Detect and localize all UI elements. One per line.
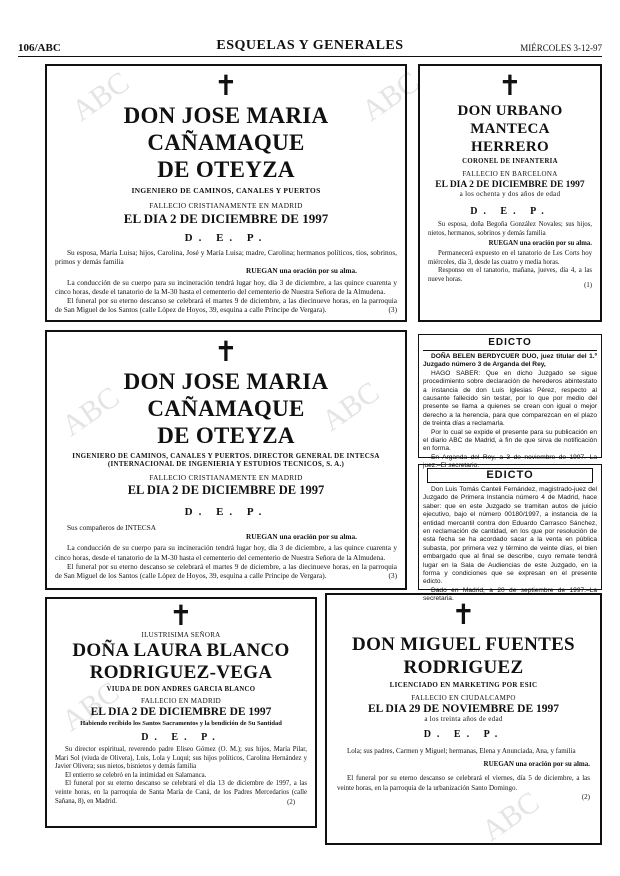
family-text: Lola; sus padres, Carmen y Miguel; hermanas, Elena y Anunciada, Ana, y familia: [347, 747, 576, 755]
header-rule: [18, 56, 602, 57]
page-number: 106/ABC: [18, 42, 61, 54]
prayer-text: RUEGAN una oración por su alma.: [488, 239, 592, 247]
exposition-text: Permanecerá expuesto en el tanatorio de Les Corts hoy miércoles, día 3, desde las cuatro y media horas.: [428, 249, 592, 266]
edict-title: EDICTO: [427, 468, 593, 483]
issue-date: MIÉRCOLES 3-12-97: [520, 43, 602, 53]
death-place: FALLECIO EN CIUDALCAMPO: [411, 694, 516, 702]
deceased-name-line2: RODRIGUEZ: [403, 657, 524, 678]
watermark: ABC: [65, 65, 136, 128]
funeral-text: El funeral por su eterno descanso se celebrará el martes 9 de diciembre, a las diecinueve horas, en la parroquia de San Miguel de los Santos (calle López de Hoyos, 39, esquina a calle Príncipe de Vergara).: [55, 561, 397, 581]
family-text: Su esposa, doña Begoña González Novales; sus hijos, nietos, hermanos, sobrinos y demás familia: [428, 221, 592, 237]
prayer-text: RUEGAN una oración por su alma.: [483, 760, 590, 768]
deceased-title: INGENIERO DE CAMINOS, CANALES Y PUERTOS. DIRECTOR GENERAL DE INTECSA: [72, 452, 380, 460]
cross-icon: ✝: [498, 69, 522, 102]
edict-madrid: [418, 464, 602, 603]
dep: D. E. P.: [184, 506, 268, 518]
funeral-text: El funeral por su eterno descanso se celebrará el viernes, día 5 de diciembre, a las veinte horas, en la parroquia de la urbanización Santo Domingo.: [337, 774, 590, 793]
responso-text: Responso en el tanatorio, mañana, jueves, día 4, a las nueve horas.: [428, 267, 592, 284]
deceased-name-line2: RODRIGUEZ-VEGA: [89, 662, 273, 683]
dep: D. E. P.: [184, 232, 268, 244]
cross-icon: ✝: [169, 599, 193, 632]
prayer-text: RUEGAN una oración por su alma.: [246, 266, 357, 276]
edict-body: HAGO SABER: Que en dicho Juzgado se sigue procedimiento sobre declaración de herederos abintestato a instancia de don Luis Iglesias Pérez, respecto al causante fallecido sin testar, por lo que por medio del presente se llama a quienes se crean con igual o mejor derecho a la herencia, para que comparezcan en el plazo de treinta días a reclamarla.: [423, 369, 597, 428]
reference-number: (2): [287, 799, 295, 807]
family-text: Su director espiritual, reverendo padre Eliseo Gómez (O. M.); sus hijos, María Pilar, Mari Sol (viuda de Olivera), Luis, Lola y Luqui; sus hijos políticos, Carolina Hernández y Javier Olivera; sus nietos, bisnietos y demás familia: [55, 746, 307, 771]
death-place: FALLECIO EN MADRID: [141, 697, 221, 705]
honorific: ILUSTRISIMA SEÑORA: [141, 631, 221, 639]
dep: D. E. P.: [470, 206, 550, 217]
dep: D. E. P.: [141, 732, 221, 743]
deceased-name-line1: DON JOSE MARIA CAÑAMAQUE: [123, 369, 329, 421]
death-date: EL DIA 2 DE DICIEMBRE DE 1997: [90, 706, 272, 718]
death-place: FALLECIO EN BARCELONA: [462, 170, 558, 178]
deceased-title: INGENIERO DE CAMINOS, CANALES Y PUERTOS: [131, 186, 321, 195]
funeral-text: El funeral por su eterno descanso se celebrará el día 13 de diciembre de 1997, a las veinte horas, en la parroquia de Santa María de Caná, de los Padres Mercedarios (calle Sañana, 8), en Madrid.: [55, 780, 307, 805]
death-date: EL DIA 29 DE NOVIEMBRE DE 1997: [367, 703, 560, 715]
reference-number: (3): [388, 571, 397, 581]
reference-number: (2): [581, 793, 590, 802]
edict-arganda: [418, 334, 602, 470]
watermark: ABC: [55, 380, 126, 443]
death-date: EL DIA 2 DE DICIEMBRE DE 1997: [127, 483, 325, 497]
edict-title: EDICTO: [423, 337, 597, 351]
reference-number: (1): [584, 281, 592, 289]
ceremony-text: La conducción de su cuerpo para su incineración tendrá lugar hoy, día 3 de diciembre, a las quince cuarenta y cinco horas, desde el tanatorio de la M-30 hasta el cementerio del cementerio de Nuestra Señora de la Almudena.: [55, 543, 397, 562]
cross-icon: ✝: [214, 335, 238, 368]
deceased-title: CORONEL DE INFANTERIA: [462, 158, 558, 165]
page-header: [18, 38, 602, 58]
deceased-name-line1: DON JOSE MARIA CAÑAMAQUE: [123, 103, 329, 155]
cross-icon: ✝: [214, 69, 238, 102]
deceased-name-line2: DE OTEYZA: [157, 423, 295, 448]
obituary-blanco: [45, 597, 317, 828]
deceased-title: VIUDA DE DON ANDRES GARCIA BLANCO: [106, 686, 256, 693]
family-text: Sus compañeros de INTECSA: [67, 523, 156, 532]
deceased-name-line1: DOÑA LAURA BLANCO: [72, 640, 290, 661]
edict-signature: Dado en Madrid, a 20 de septiembre de 1997.–La secretaria.: [423, 586, 597, 603]
family-text: Su esposa, María Luisa; hijos, Carolina, José y María Luisa; madre, Carolina; hermanos políticos, tíos, sobrinos, primos y demás familia: [55, 248, 397, 267]
prayer-text: RUEGAN una oración por su alma.: [246, 532, 357, 542]
burial-text: El entierro se celebró en la intimidad en Salamanca.: [65, 771, 207, 779]
age-text: a los treinta años de edad: [424, 715, 503, 723]
reference-number: (3): [388, 305, 397, 315]
deceased-name-line1: DON URBANO MANTECA: [457, 103, 563, 137]
sacraments-text: Habiendo recibido los Santos Sacramentos y la bendición de Su Santidad: [80, 720, 282, 727]
watermark: ABC: [315, 375, 386, 438]
obituary-canamaque-intecsa: [45, 330, 407, 590]
watermark: ABC: [355, 65, 426, 128]
edict-signature: En Arganda del Rey, a 3 de noviembre de 1997.–La juez.–El secretario.: [423, 453, 597, 470]
deceased-name-line2: HERRERO: [471, 139, 549, 155]
age-text: a los ochenta y dos años de edad: [459, 190, 561, 198]
funeral-text: El funeral por su eterno descanso se celebrará el martes 9 de diciembre, a las diecinueve horas, en la parroquia de San Miguel de los Santos (calle López de Hoyos, 39, esquina a calle Príncipe de Vergara).: [55, 296, 397, 315]
deceased-name-line1: DON MIGUEL FUENTES: [352, 634, 575, 655]
watermark: ABC: [55, 675, 126, 738]
death-place: FALLECIO CRISTIANAMENTE EN MADRID: [149, 473, 303, 482]
edict-body: Don Luis Tomás Canteli Fernández, magistrado-juez del Juzgado de Primera Instancia número 4 de Madrid, hace saber: que en este Juzgado se tramitan autos de juicio ejecutivo, bajo el número 00180/1997, a instancia de la entidad mercantil contra don Eduardo Carrasco Sánchez, en reclamación de cantidad, en los que por resolución de esta fecha se ha acordado sacar a la venta en pública subasta, por primera vez y término de veinte días, el bien embargado que al final se describe, cuyo remate tendrá lugar en la Sala de Audiencias de este Juzgado, en la forma y condiciones que se expresan en el presente edicto.: [423, 486, 597, 586]
obituary-fuentes: [325, 593, 602, 845]
deceased-title-company: (INTERNACIONAL DE INGENIERIA Y ESTUDIOS TECNICOS, S. A.): [107, 460, 345, 468]
cross-icon: ✝: [451, 598, 476, 631]
death-date: EL DIA 2 DE DICIEMBRE DE 1997: [435, 180, 585, 190]
section-title: ESQUELAS Y GENERALES: [216, 38, 404, 53]
ceremony-text: La conducción de su cuerpo para su incineración tendrá lugar hoy, día 3 de diciembre, a las quince cuarenta y cinco horas, desde el tanatorio de la M-30 hasta el cementerio del cementerio de Nuestra Señora de la Almudena.: [55, 277, 397, 296]
edict-body-2: Por lo cual se expide el presente para su publicación en el diario ABC de Madrid, a fin de que sirva de notificación en forma.: [423, 428, 597, 453]
obituary-canamaque-family: [45, 64, 407, 322]
deceased-title: LICENCIADO EN MARKETING POR ESIC: [389, 681, 538, 689]
dep: D. E. P.: [423, 729, 504, 740]
deceased-name-line2: DE OTEYZA: [157, 157, 295, 182]
death-place: FALLECIO CRISTIANAMENTE EN MADRID: [149, 201, 303, 210]
edict-lead: DOÑA BELEN BERDYCUER DUO, juez titular del 1.º Juzgado número 3 de Arganda del Rey,: [423, 353, 597, 369]
obituary-manteca: [418, 64, 602, 322]
death-date: EL DIA 2 DE DICIEMBRE DE 1997: [123, 211, 329, 226]
watermark: ABC: [475, 785, 546, 848]
